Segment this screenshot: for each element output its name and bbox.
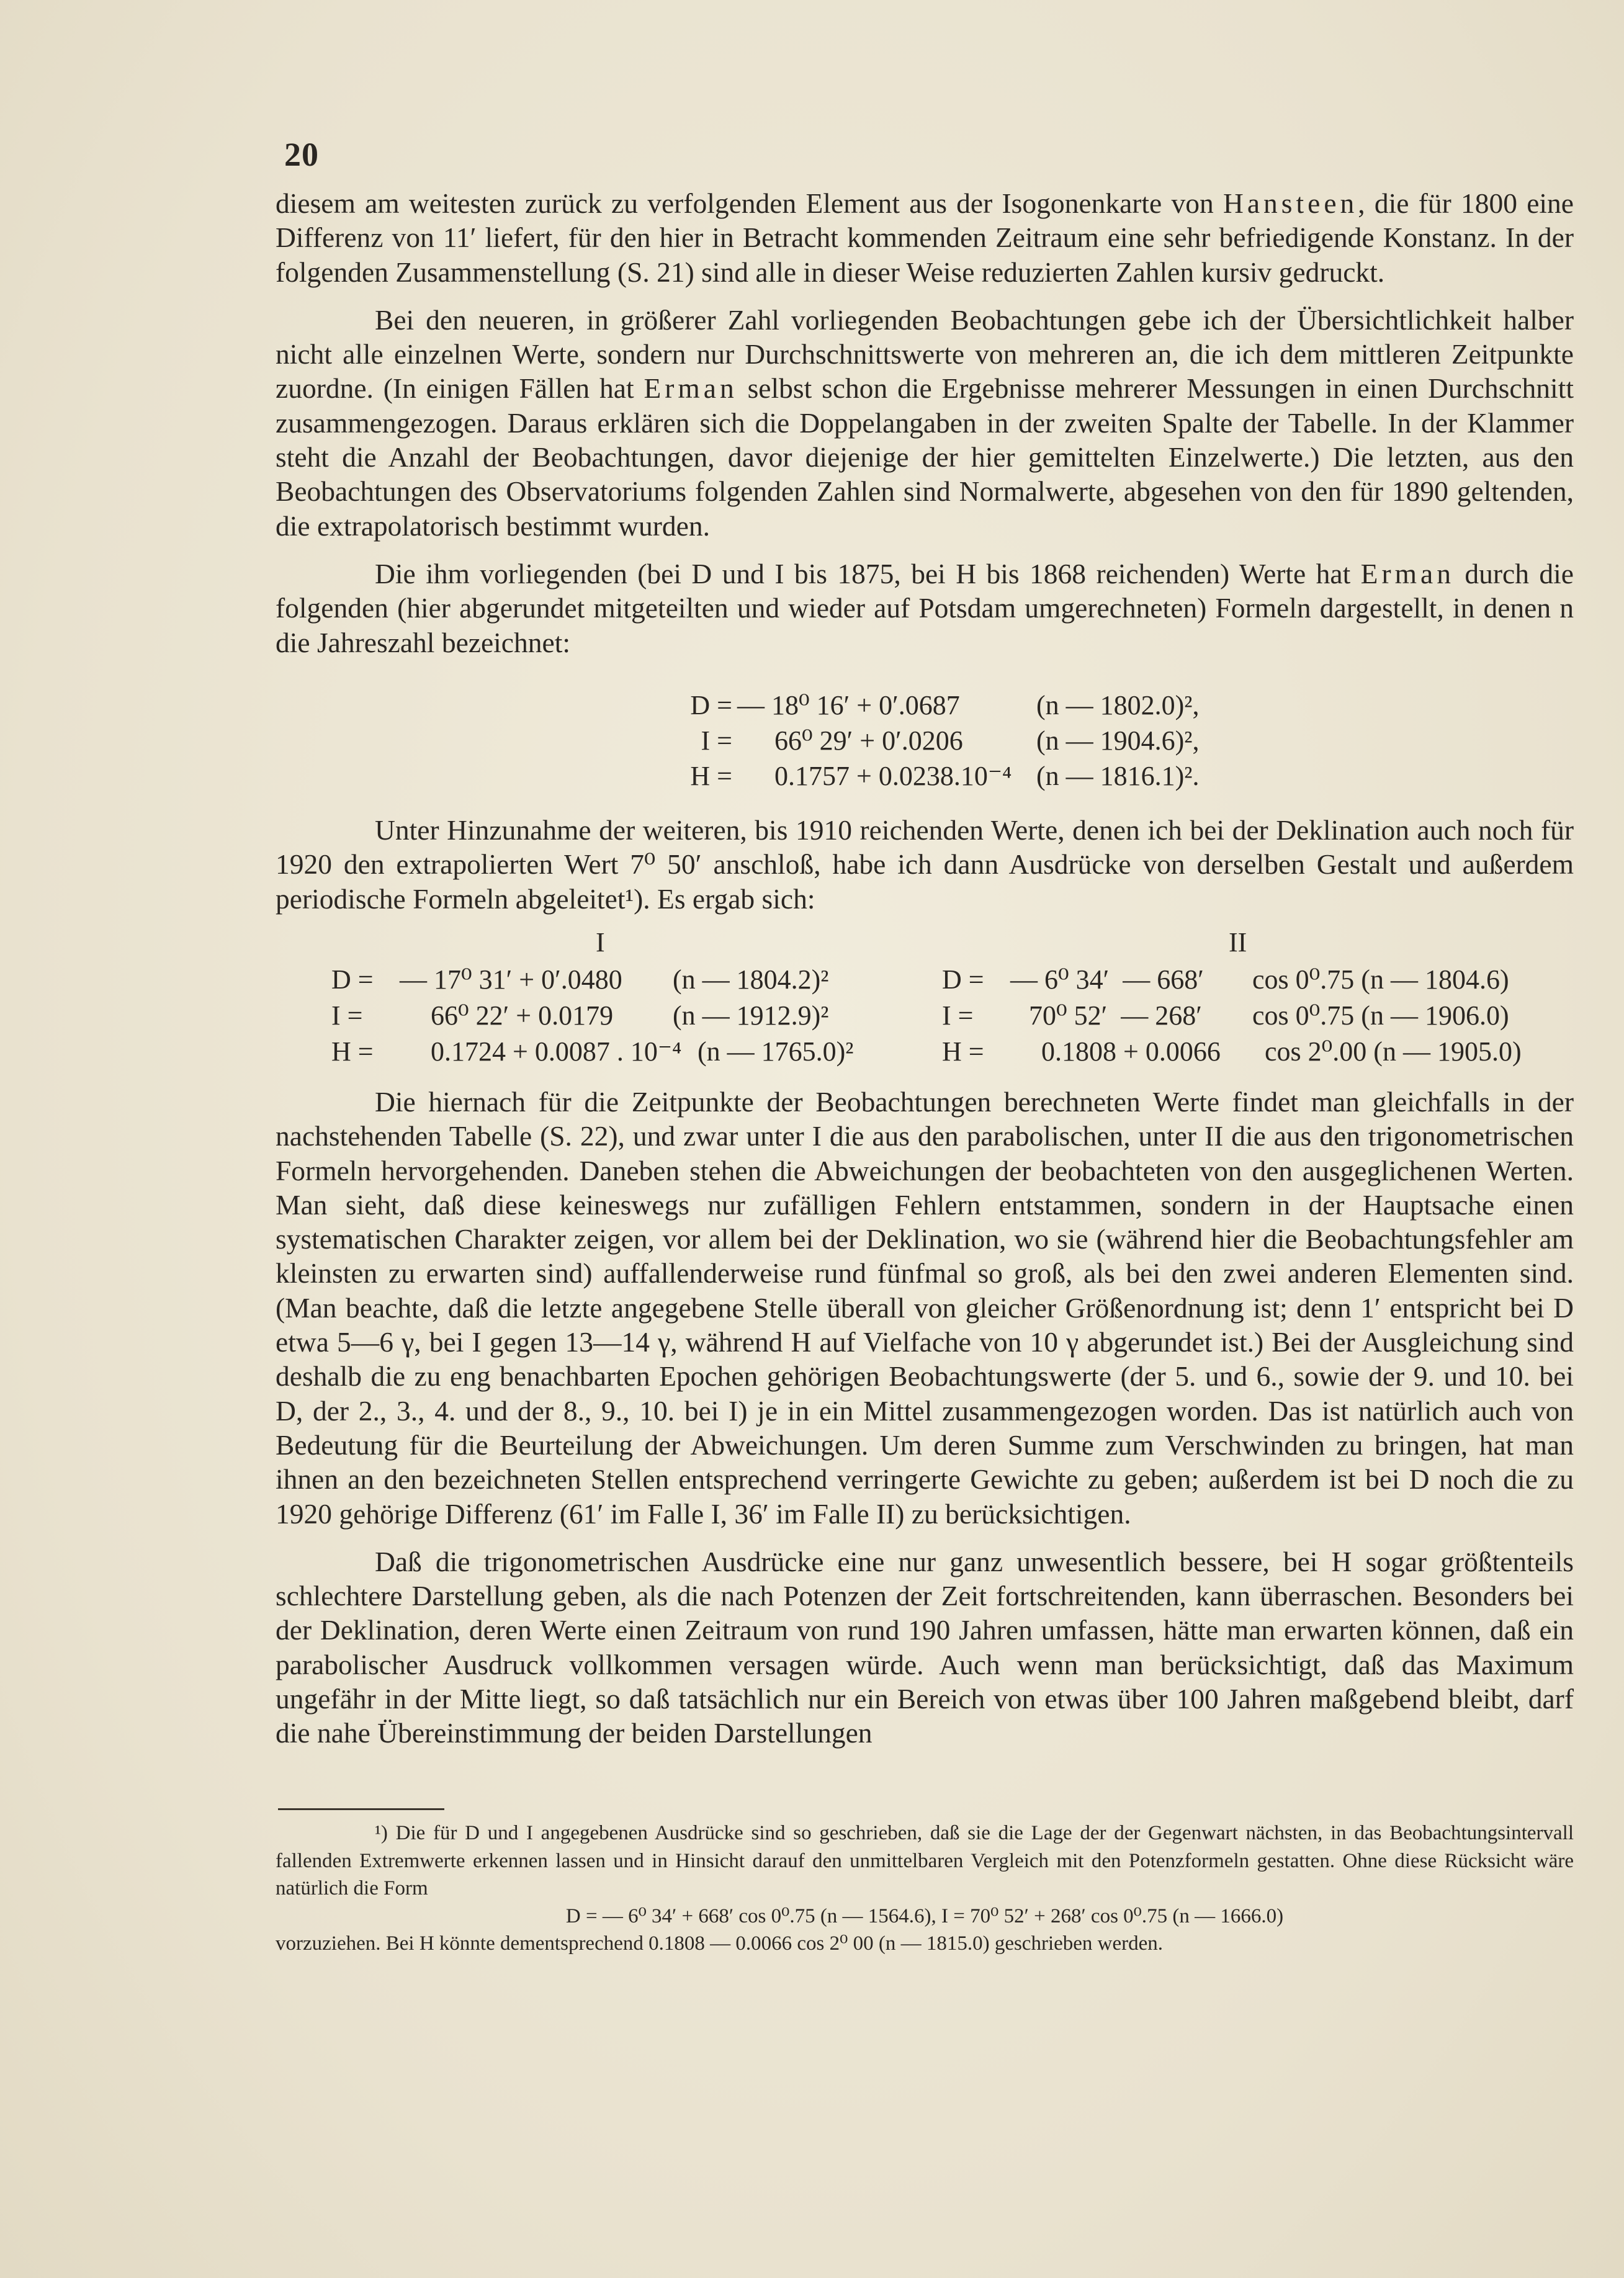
formula-expr: 70⁰ 52′ — 268′ [1029, 1000, 1202, 1031]
formula-lhs: D = [942, 964, 984, 995]
formula-factor: (n — 1904.6)², [1036, 725, 1200, 756]
formula-expr: 0.1757 + 0.0238.10⁻⁴ [774, 761, 1012, 791]
formula-I-row-h [331, 1034, 854, 1070]
formula-lhs: I = [701, 725, 732, 756]
footnote-rule [278, 1808, 444, 1810]
formula-lhs: I = [942, 1000, 974, 1031]
page-number: 20 [284, 136, 319, 173]
erman-formulas [652, 688, 1285, 794]
footnote-formula: D = — 6⁰ 34′ + 668′ cos 0⁰.75 (n — 1564.6), I = 70⁰ 52′ + 268′ cos 0⁰.75 (n — 1666.0) [565, 1904, 1284, 1927]
footnote-text: ¹) Die für D und I angegebenen Ausdrücke sind so geschrieben, daß sie die Lage der der Gegenwart nächsten, in das Beobachtungsintervall fallenden Extremwerte erkennen lassen und in Hinsicht darauf den unmittelbaren Vergleich mit den Potenzformeln gestatten. Ohne diese Rücksicht wäre natürlich die Form [276, 1822, 1574, 1899]
body-text-part3 [276, 1085, 1574, 1751]
formula-factor: (n — 1816.1)². [1036, 761, 1200, 791]
formula-factor: (n — 1912.9)² [673, 1000, 829, 1031]
formula-expr: 66⁰ 29′ + 0′.0206 [774, 725, 963, 756]
paragraph-6: Daß die trigonometrischen Ausdrücke eine nur ganz unwesentlich bessere, bei H sogar größtenteils schlechtere Darstellung geben, als die nach Potenzen der Zeit fortschreitenden, kann überraschen. Besonders bei der Deklination, deren Werte einen Zeitraum von rund 190 Jahren umfassen, hätte man erwarten können, daß ein parabolischer Ausdruck vollkommen versagen würde. Auch wenn man berücksichtigt, daß das Maximum ungefähr in der Mitte liegt, so daß tatsächlich nur ein Bereich von etwas über 100 Jahren maßgebend bleibt, darf die nahe Übereinstimmung der beiden Darstellungen [276, 1545, 1574, 1749]
formulas-I [331, 962, 854, 1070]
formula-expr: — 6⁰ 34′ — 668′ [1010, 964, 1204, 995]
spaced-name: Erman [644, 372, 738, 405]
formula-expr: 0.1724 + 0.0087 . 10⁻⁴ [431, 1036, 682, 1067]
paragraph-4: Unter Hinzunahme der weiteren, bis 1910 reichenden Werte, denen ich bei der Deklination auch noch für 1920 den extrapolierten Wert 7⁰ 50′ anschloß, habe ich dann Ausdrücke von derselben Gestalt und außerdem periodische Formeln abgeleitet¹). Es ergab sich: [276, 814, 1574, 915]
formula-II-row-d [942, 962, 1522, 998]
paragraph-5: Die hiernach für die Zeitpunkte der Beobachtungen berechneten Werte findet man gleichfalls in der nachstehenden Tabelle (S. 22), und zwar unter I die aus den parabolischen, unter II die aus den trigonometrischen Formeln hervorgehenden. Daneben stehen die Abweichungen der beobachteten von den ausgeglichenen Werten. Man sieht, daß diese keineswegs nur zufälligen Fehlern entstammen, sondern in der Hauptsache einen systematischen Charakter zeigen, vor allem bei der Deklination, wo sie (während hier die Beobachtungsfehler am kleinsten zu erwarten sind) auffallenderweise rund fünfmal so groß, als bei den zwei anderen Elementen sind. (Man beachte, daß die letzte angegebene Stelle überall von gleicher Größenordnung ist; denn 1′ entspricht bei D etwa 5—6 γ, bei I gegen 13—14 γ, während H auf Vielfache von 10 γ abgerundet ist.) Bei der Ausgleichung sind deshalb die zu eng benachbarten Epochen gehörigen Beobachtungswerte (der 5. und 6., sowie der 9. und 10. bei D, der 2., 3., 4. und der 8., 9., 10. bei I) je in ein Mittel zusammengezogen worden. Das ist natürlich auch von Bedeutung für die Beurteilung der Abweichungen. Um deren Summe zum Verschwinden zu bringen, hat man ihnen an den bezeichneten Stellen entsprechend verringerte Gewichte zu geben; außerdem ist bei D noch die zu 1920 gehörige Differenz (61′ im Falle I, 36′ im Falle II) zu berücksichtigen. [276, 1086, 1574, 1530]
formulas-I-heading: I [596, 927, 605, 957]
formula-II-row-h [942, 1034, 1522, 1070]
formula-factor: cos 0⁰.75 (n — 1804.6) [1252, 964, 1509, 995]
formula-lhs: D = [690, 690, 732, 720]
formulas-II [942, 962, 1522, 1070]
formula-expr: — 18⁰ 16′ + 0′.0687 [737, 690, 960, 720]
body-text-part1 [276, 186, 1574, 660]
paragraph-1: diesem am weitesten zurück zu verfolgenden Element aus der Isogonenkarte von Hansteen, die für 1800 eine Differenz von 11′ liefert, für den hier in Betracht kommenden Zeitraum eine sehr befriedigende Konstanz. In der folgenden Zusammenstellung (S. 21) sind alle in dieser Weise reduzierten Zahlen kursiv gedruckt. [276, 187, 1574, 288]
spaced-name: Hansteen [1222, 187, 1358, 219]
formula-expr: 66⁰ 22′ + 0.0179 [431, 1000, 614, 1031]
formula-lhs: H = [331, 1036, 374, 1067]
footnote [276, 1819, 1574, 1958]
formula-factor: (n — 1765.0)² [698, 1036, 854, 1067]
formula-factor: cos 0⁰.75 (n — 1906.0) [1252, 1000, 1509, 1031]
formula-factor: (n — 1802.0)², [1036, 690, 1200, 720]
formula-lhs: I = [331, 1000, 363, 1031]
formula-row-h [652, 758, 1285, 794]
paragraph-3: Die ihm vorliegenden (bei D und I bis 1875, bei H bis 1868 reichenden) Werte hat Erman durch die folgenden (hier abgerundet mitgeteilten und wieder auf Potsdam umgerechneten) Formeln dargestellt, in denen n die Jahreszahl bezeichnet: [276, 557, 1574, 658]
formula-II-row-i [942, 998, 1522, 1034]
formula-lhs: H = [942, 1036, 984, 1067]
formula-row-d [652, 688, 1285, 723]
formula-factor: (n — 1804.2)² [673, 964, 829, 995]
spaced-name: Erman [1360, 557, 1455, 590]
formula-I-row-d [331, 962, 854, 998]
formula-lhs: H = [690, 761, 732, 791]
formula-expr: 0.1808 + 0.0066 [1041, 1036, 1221, 1067]
formula-lhs: D = [331, 964, 374, 995]
formula-I-row-i [331, 998, 854, 1034]
footnote-tail: vorzuziehen. Bei H könnte dementsprechend 0.1808 — 0.0066 cos 2⁰ 00 (n — 1815.0) geschrieben werden. [276, 1932, 1164, 1955]
formulas-II-heading: II [1229, 927, 1247, 957]
formula-factor: cos 2⁰.00 (n — 1905.0) [1265, 1036, 1522, 1067]
formula-expr: — 17⁰ 31′ + 0′.0480 [400, 964, 622, 995]
body-text-part2 [276, 813, 1574, 916]
formula-row-i [652, 723, 1285, 758]
paragraph-2: Bei den neueren, in größerer Zahl vorliegenden Beobachtungen gebe ich der Übersichtlichkeit halber nicht alle einzelnen Werte, sondern nur Durchschnittswerte von mehreren an, die ich dem mittleren Zeitpunkte zuordne. (In einigen Fällen hat Erman selbst schon die Ergebnisse mehrerer Messungen in einen Durchschnitt zusammengezogen. Daraus erklären sich die Doppelangaben in der zweiten Spalte der Tabelle. In der Klammer steht die Anzahl der Beobachtungen, davor diejenige der hier gemittelten Einzelwerte.) Die letzten, aus den Beobachtungen des Observatoriums folgenden Zahlen sind Normalwerte, abgesehen von den für 1890 geltenden, die extrapolatorisch bestimmt wurden. [276, 303, 1574, 542]
